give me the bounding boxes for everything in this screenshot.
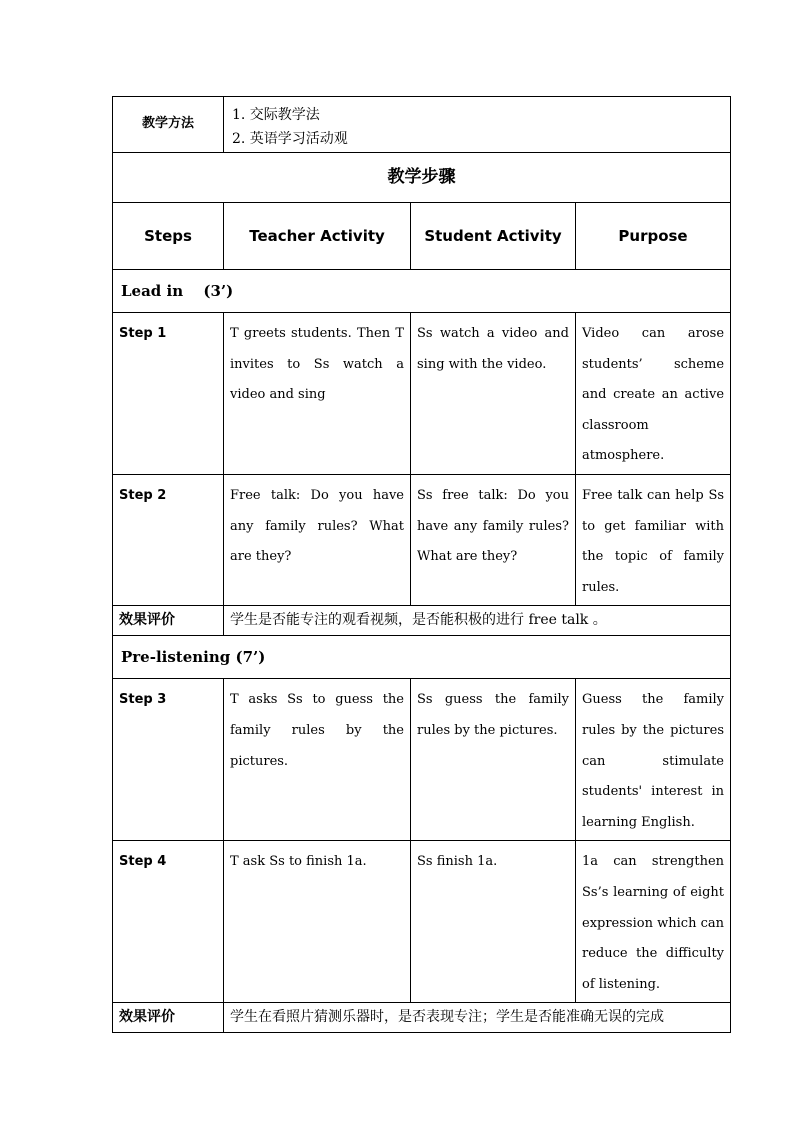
- methods-label: 教学方法: [113, 97, 224, 153]
- header-teacher-activity: Teacher Activity: [224, 203, 411, 270]
- table-row: [113, 313, 731, 475]
- student-activity: Ss finish 1a.: [411, 841, 576, 1003]
- section-row: [113, 636, 731, 679]
- step-label: Step 1: [113, 313, 224, 475]
- teacher-activity: T asks Ss to guess the family rules by the pictures.: [224, 679, 411, 841]
- step-label: Step 3: [113, 679, 224, 841]
- student-activity: Ss guess the family rules by the pictures.: [411, 679, 576, 841]
- teacher-activity: T greets students. Then T invites to Ss watch a video and sing: [224, 313, 411, 475]
- evaluation-label: 效果评价: [113, 1003, 224, 1033]
- purpose: Video can arose students’ scheme and create an active classroom atmosphere.: [576, 313, 731, 475]
- evaluation-row: [113, 1003, 731, 1033]
- evaluation-text: 学生在看照片猜测乐器时，是否表现专注；学生是否能准确无误的完成: [224, 1003, 731, 1033]
- student-activity: Ss free talk: Do you have any family rules? What are they?: [411, 474, 576, 605]
- step-label: Step 4: [113, 841, 224, 1003]
- evaluation-text: 学生是否能专注的观看视频，是否能积极的进行 free talk 。: [224, 606, 731, 636]
- evaluation-row: [113, 606, 731, 636]
- table-row: [113, 474, 731, 605]
- table-row: [113, 679, 731, 841]
- header-student-activity: Student Activity: [411, 203, 576, 270]
- method-item: 1. 交际教学法: [232, 107, 320, 123]
- purpose: Guess the family rules by the pictures can stimulate students' interest in learning English.: [576, 679, 731, 841]
- section-row: [113, 270, 731, 313]
- purpose: Free talk can help Ss to get familiar with the topic of family rules.: [576, 474, 731, 605]
- method-item: 2. 英语学习活动观: [232, 131, 348, 147]
- evaluation-label: 效果评价: [113, 606, 224, 636]
- section-pre-listening: Pre-listening (7’): [113, 636, 731, 679]
- methods-row: [113, 97, 731, 153]
- table-row: [113, 841, 731, 1003]
- student-activity: Ss watch a video and sing with the video.: [411, 313, 576, 475]
- step-label: Step 2: [113, 474, 224, 605]
- header-steps: Steps: [113, 203, 224, 270]
- header-purpose: Purpose: [576, 203, 731, 270]
- purpose: 1a can strengthen Ss’s learning of eight expression which can reduce the difficulty of listening.: [576, 841, 731, 1003]
- lesson-plan-table: [112, 96, 731, 1033]
- teacher-activity: T ask Ss to finish 1a.: [224, 841, 411, 1003]
- header-row: [113, 203, 731, 270]
- steps-title: 教学步骤: [113, 153, 731, 203]
- steps-title-row: [113, 153, 731, 203]
- teacher-activity: Free talk: Do you have any family rules? What are they?: [224, 474, 411, 605]
- section-lead-in: Lead in (3’): [113, 270, 731, 313]
- methods-list: [224, 97, 731, 153]
